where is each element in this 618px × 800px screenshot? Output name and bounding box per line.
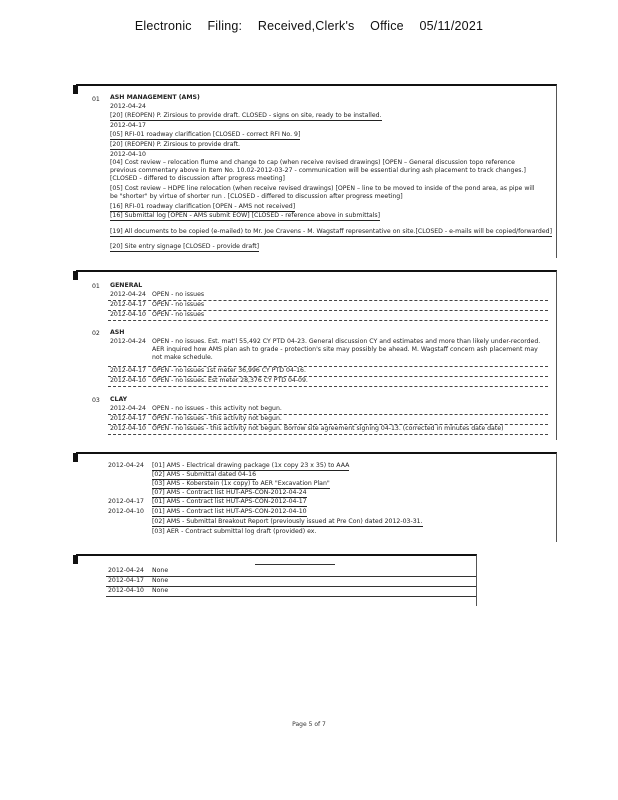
row-date: 2012-04-17: [110, 367, 146, 374]
entry-date: 2012-04-10: [110, 151, 146, 158]
item-number: 02: [92, 330, 100, 337]
item-title: CLAY: [110, 396, 128, 403]
row-date: 2012-04-10: [110, 311, 146, 318]
row-text: OPEN - no issues: [152, 311, 205, 318]
row-date: 2012-04-24: [110, 338, 146, 345]
row-rule: [108, 434, 548, 435]
section-marker: [73, 85, 78, 94]
row-text: None: [152, 577, 169, 584]
row-date: 2012-04-10: [110, 425, 146, 432]
page-number: Page 5 of 7: [292, 721, 326, 728]
row-date: 2012-04-24: [108, 567, 144, 574]
entry-line: [05] RFI-01 roadway clarification [CLOSED - correct RFI No. 9]: [110, 131, 300, 140]
item-number: 01: [92, 96, 100, 103]
entry-line: [20] (REOPEN) P. Zirsious to provide draft.: [110, 141, 240, 150]
entry-line: [20] (REOPEN) P. Zirsious to provide draft. CLOSED - signs on site, ready to be installed.: [110, 112, 382, 121]
row-date: 2012-04-17: [108, 577, 144, 584]
header-word-filing: Filing:: [207, 19, 243, 33]
row-date: 2012-04-24: [110, 291, 146, 298]
row-text: OPEN - no issues 1st meter 36,996 CY PTD 04-16.: [152, 367, 306, 374]
doc-line: [01] AMS - Contract list HUT-APS-CON-2012-04-10: [152, 508, 307, 517]
item-number: 03: [92, 397, 100, 404]
section-marker: [73, 271, 78, 280]
entry-line: [19] All documents to be copied (e-mailed) to Mr. Joe Cravens - M. Wagstaff representative on site.[CLOSED - e-mails will be copied/forwarded]: [110, 228, 552, 237]
section-marker: [73, 555, 78, 564]
row-text: OPEN - no issues. Est. mat'l 55,492 CY PTD 04-23. General discussion CY and estimates and more than likely under-recorded. AER inquired how AMS plan ash to grade - protection's site may possibly be ahead. M. Wagstaff concern ash placement may not make schedule.: [152, 338, 541, 362]
row-date: 2012-04-10: [108, 508, 144, 515]
row-text: OPEN - no issues: [152, 301, 205, 308]
row-date: 2012-04-17: [108, 498, 144, 505]
row-text: OPEN - no issues. Est meter 28,376 CY PTD 04-09.: [152, 377, 308, 384]
doc-line: [02] AMS - Submittal dated 04-16: [152, 471, 256, 480]
row-text: OPEN - no issues: [152, 291, 205, 298]
item-title: ASH MANAGEMENT (AMS): [110, 94, 200, 101]
header-word-electronic: Electronic: [134, 19, 192, 33]
doc-line: [01] AMS - Contract list HUT-APS-CON-2012-04-17: [152, 498, 307, 507]
item-number: 01: [92, 283, 100, 290]
doc-line: [01] AMS - Electrical drawing package (1x copy 23 x 35) to AAA: [152, 462, 349, 471]
doc-line: [02] AMS - Submittal Breakout Report (previously issued at Pre Con) dated 2012-03-31.: [152, 518, 423, 527]
row-text: OPEN - no issues - this activity not begun. Borrow site agreement signing 04-13. (corrected in minutes date date): [152, 425, 504, 432]
row-date: 2012-04-10: [110, 377, 146, 384]
row-text: OPEN - no issues - this activity not begun.: [152, 415, 282, 422]
row-rule: [108, 320, 548, 321]
section-marker: [73, 453, 78, 462]
row-date: 2012-04-24: [110, 405, 146, 412]
row-date: 2012-04-24: [108, 462, 144, 469]
doc-line: [03] AMS - Koberstein (1x copy) to AER "Excavation Plan": [152, 480, 330, 489]
entry-date: 2012-04-24: [110, 103, 146, 110]
row-text: OPEN - no issues - this activity not begun.: [152, 405, 282, 412]
doc-line: [07] AMS - Contract list HUT-APS-CON-2012-04-24: [152, 489, 307, 498]
row-date: 2012-04-10: [108, 587, 144, 594]
item-title: ASH: [110, 329, 125, 336]
row-text: None: [152, 567, 169, 574]
row-rule: [106, 596, 476, 597]
entry-date: 2012-04-17: [110, 122, 146, 129]
header-date: 05/11/2021: [419, 19, 484, 33]
entry-line: [20] Site entry signage [CLOSED - provide draft]: [110, 243, 259, 252]
header-rule: [255, 564, 335, 565]
row-date: 2012-04-17: [110, 415, 146, 422]
entry-line: [05] Cost review – HDPE line relocation (when receive revised drawings) [OPEN – line to be moved to inside of the pond area, as pipe will be "shorter" by virtue of shorter run . [CLOSED - differed to discussion after progress meeting]: [110, 185, 535, 201]
entry-line: [16] RFI-01 roadway clarification [OPEN - AMS not received]: [110, 203, 295, 212]
item-title: GENERAL: [110, 282, 143, 289]
header-word-office: Office: [370, 19, 404, 33]
entry-line: [04] Cost review – relocation flume and change to cap (when receive revised drawings) [OPEN – General discussion topo reference previous commentary above in Item No. 10.02-2012-03-27 - communication will be essential during ash placement to track changes.] [CLOSED - differed to discussion after progress meeting]: [110, 159, 526, 183]
header-word-received: Received,Clerk's: [257, 19, 355, 33]
row-text: None: [152, 587, 169, 594]
filing-stamp-header: [0, 19, 618, 33]
doc-line: [03] AER - Contract submittal log draft (provided) ex.: [152, 528, 317, 535]
row-date: 2012-04-17: [110, 301, 146, 308]
entry-line: [16] Submittal log [OPEN - AMS submit EOW] [CLOSED - reference above in submittals]: [110, 212, 380, 221]
row-rule: [108, 386, 548, 387]
